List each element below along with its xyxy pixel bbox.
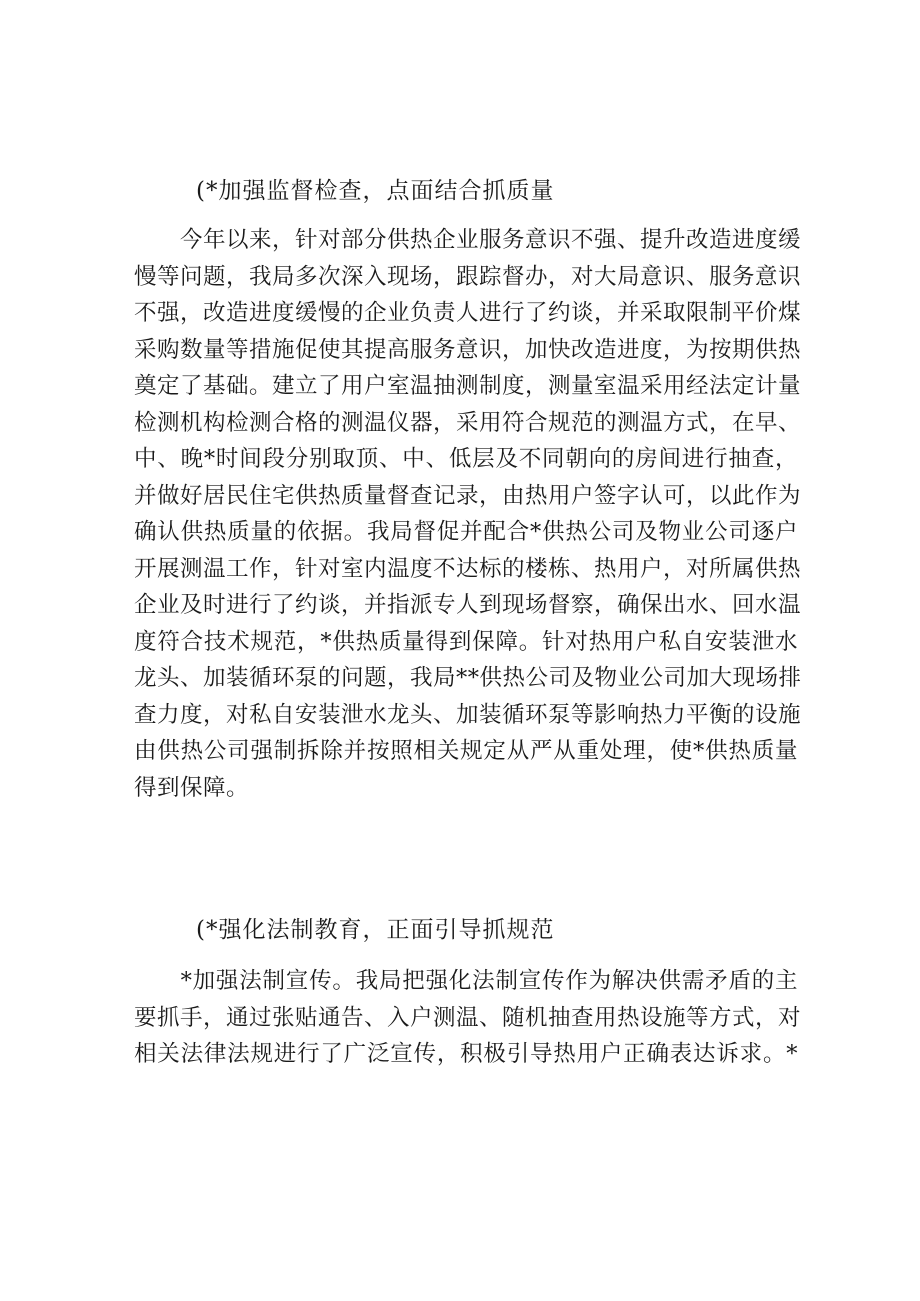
section-heading-supervision: (*加强监督检查，点面结合抓质量	[196, 178, 555, 204]
paragraph-line: 检测机构检测合格的测温仪器，采用符合规范的测温方式，在早、	[134, 409, 802, 436]
paragraph-line: 采购数量等措施促使其提高服务意识，加快改造进度，为按期供热	[134, 336, 802, 363]
paragraph-line: 得到保障。	[134, 774, 250, 801]
paragraph-line: 不强，改造进度缓慢的企业负责人进行了约谈，并采取限制平价煤	[134, 300, 802, 326]
paragraph-line: 开展测温工作，针对室内温度不达标的楼栋、热用户，对所属供热	[134, 555, 802, 582]
paragraph-line: 奠定了基础。建立了用户室温抽测制度，测量室温采用经法定计量	[134, 373, 802, 399]
paragraph-line: 查力度，对私自安装泄水龙头、加装循环泵等影响热力平衡的设施	[134, 701, 802, 728]
paragraph-legal-education	[134, 963, 802, 1073]
paragraph-line: *加强法制宣传。我局把强化法制宣传作为解决供需矛盾的主	[134, 968, 798, 994]
paragraph-line: 确认供热质量的依据。我局督促并配合*供热公司及物业公司逐户	[134, 519, 798, 545]
paragraph-line: 要抓手，通过张贴通告、入户测温、随机抽查用热设施等方式，对	[134, 1004, 802, 1031]
paragraph-line: 慢等问题，我局多次深入现场，跟踪督办，对大局意识、服务意识	[134, 263, 802, 290]
paragraph-line: 相关法律法规进行了广泛宣传，积极引导热用户正确表达诉求。*	[134, 1041, 798, 1067]
paragraph-line: 企业及时进行了约谈，并指派专人到现场督察，确保出水、回水温	[134, 592, 802, 618]
paragraph-line: 今年以来，针对部分供热企业服务意识不强、提升改造进度缓	[134, 227, 802, 253]
section-heading-legal-education: (*强化法制教育，正面引导抓规范	[196, 917, 555, 943]
paragraph-line: 龙头、加装循环泵的问题，我局**供热公司及物业公司加大现场排	[134, 665, 802, 691]
paragraph-line: 并做好居民住宅供热质量督查记录，由热用户签字认可，以此作为	[134, 482, 802, 509]
paragraph-line: 度符合技术规范，*供热质量得到保障。针对热用户私自安装泄水	[134, 628, 798, 655]
paragraph-line: 中、晚*时间段分别取顶、中、低层及不同朝向的房间进行抽查，	[134, 446, 798, 472]
paragraph-line: 由供热公司强制拆除并按照相关规定从严从重处理，使*供热质量	[134, 738, 798, 764]
paragraph-supervision	[134, 222, 802, 806]
